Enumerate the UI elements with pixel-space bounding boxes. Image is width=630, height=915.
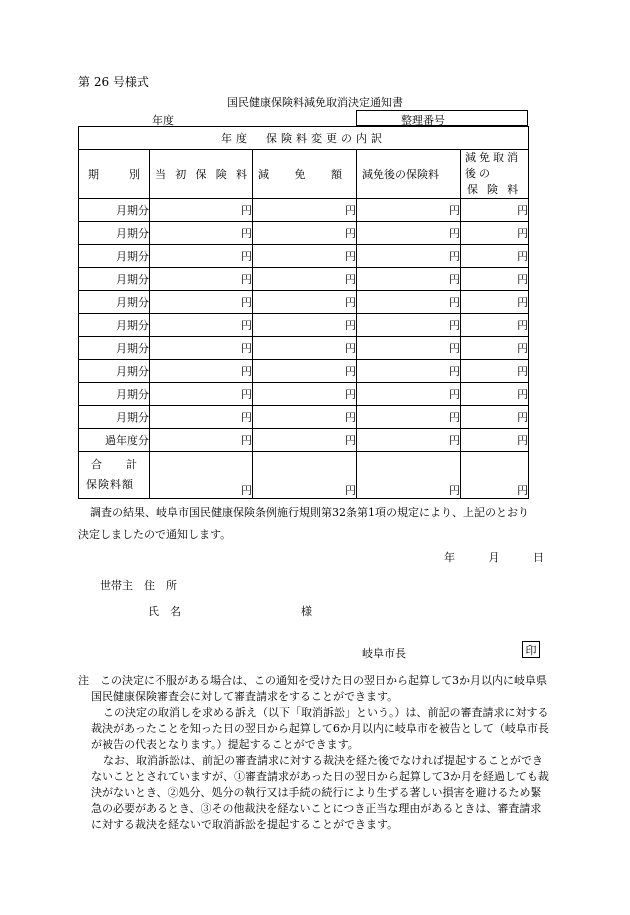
table-row [79,291,529,314]
table-row [79,406,529,429]
header-after-reduction [357,150,461,199]
form-number: 第 26 号様式 [78,75,149,89]
row-after-cancel-yen: 円 [461,268,529,291]
header-char: 険 [215,168,227,181]
table-row [79,429,529,452]
row-initial-yen: 円 [150,429,253,452]
row-after-cancel-yen: 円 [461,314,529,337]
row-after-cancel-yen: 円 [461,406,529,429]
header-char: 険 [487,183,499,196]
header-char: 料 [236,168,247,181]
header-char: 保 [467,183,478,196]
header-reduction-amount [253,150,357,199]
row-period-label: 月期分 [79,268,150,291]
table-header-row [79,150,529,199]
row-period-label: 月期分 [79,406,150,429]
total-label-char: 合 [91,458,102,471]
row-period-label: 月期分 [79,360,150,383]
header-after-cancellation [461,150,529,199]
header-period [79,150,150,199]
note-lawsuit: この決定の取消しを求める訴え（以下「取消訴訟」という。）は、前記の審査請求に対する裁決があったことを知った日の翌日から起算して6か月以内に岐阜市を被告として（岐阜市長が被告の代表となります。）提起することができます。 [91,706,549,751]
row-initial-yen: 円 [150,245,253,268]
row-after-cancel-yen: 円 [461,360,529,383]
row-after-yen: 円 [357,314,461,337]
row-initial-yen: 円 [150,314,253,337]
reference-number-box [356,110,528,126]
fiscal-year-label: 年度 [152,114,174,127]
date-year: 年 [444,551,455,564]
header-char: 減 [258,168,269,181]
row-initial-yen: 円 [150,222,253,245]
row-reduction-yen: 円 [253,406,357,429]
table-row [79,337,529,360]
row-after-cancel-yen: 円 [461,383,529,406]
issuer-mayor: 岐阜市長 [362,647,406,660]
table-row [79,360,529,383]
header-char: 額 [331,168,342,181]
row-after-yen: 円 [357,383,461,406]
row-reduction-yen: 円 [253,245,357,268]
row-initial-yen: 円 [150,199,253,222]
table-row [79,314,529,337]
row-period-label: 過年度分 [79,429,150,452]
note-appeal: 注 この決定に不服がある場合は、この通知を受けた日の翌日から起算して3か月以内に岐阜県国民健康保険審査会に対して審査請求をすることができます。 [78,674,547,703]
row-after-yen: 円 [357,360,461,383]
row-reduction-yen: 円 [253,222,357,245]
row-after-yen: 円 [357,268,461,291]
header-char: 当 [155,168,166,181]
header-after-cancel-line1: 減免取消後の [465,151,521,180]
row-after-cancel-yen: 円 [461,199,529,222]
decision-statement: 調査の結果、岐阜市国民健康保険条例施行規則第32条第1項の規定により、上記のとおり決定しましたので通知します。 [78,506,529,541]
breakdown-banner: 年度 保険料変更の内訳 [79,127,529,150]
row-after-cancel-yen: 円 [461,429,529,452]
total-label-line2: 保険料額 [86,478,134,491]
table-row [79,268,529,291]
row-after-yen: 円 [357,245,461,268]
header-after-reduction-label: 減免後の保険料 [362,168,439,181]
row-period-label: 月期分 [79,337,150,360]
table-row [79,383,529,406]
row-reduction-yen: 円 [253,291,357,314]
row-reduction-yen: 円 [253,314,357,337]
total-reduction-yen: 円 [253,452,357,499]
row-after-yen: 円 [357,222,461,245]
row-initial-yen: 円 [150,383,253,406]
row-after-yen: 円 [357,199,461,222]
row-period-label: 月期分 [79,245,150,268]
row-initial-yen: 円 [150,291,253,314]
row-after-yen: 円 [357,429,461,452]
row-period-label: 月期分 [79,314,150,337]
row-period-label: 月期分 [79,383,150,406]
document-title: 国民健康保険料減免取消決定通知書 [227,96,403,109]
header-char: 保 [195,168,207,181]
row-reduction-yen: 円 [253,337,357,360]
total-label-char: 計 [126,458,137,471]
header-char: 初 [175,168,187,181]
row-period-label: 月期分 [79,291,150,314]
header-initial-premium [150,150,253,199]
note-exceptions: なお、取消訴訟は、前記の審査請求に対する裁決を経た後でなければ提起することができないこととされていますが、①審査請求があった日の翌日から起算して3か月を経過しても裁決がないとき、②処分、処分の執行又は手続の続行により生ずる著しい損害を避けるため緊急の必要があるとき、③その他裁決を経ないことにつき正当な理由があるときは、審査請求に対する裁決を経ないで取消訴訟を提起することができます。 [91,754,549,831]
table-row [79,199,529,222]
header-char: 料 [507,183,519,196]
row-initial-yen: 円 [150,406,253,429]
header-period-char: 別 [129,168,140,181]
table-body [79,199,529,452]
row-period-label: 月期分 [79,222,150,245]
date-day: 日 [533,551,544,564]
official-seal: 印 [522,641,540,658]
row-reduction-yen: 円 [253,383,357,406]
row-reduction-yen: 円 [253,360,357,383]
notice-date [444,549,544,565]
notes-section [78,673,550,833]
row-initial-yen: 円 [150,360,253,383]
row-after-cancel-yen: 円 [461,245,529,268]
date-month: 月 [488,551,500,564]
table-row [79,222,529,245]
row-reduction-yen: 円 [253,429,357,452]
row-after-cancel-yen: 円 [461,222,529,245]
row-after-cancel-yen: 円 [461,291,529,314]
row-after-yen: 円 [357,406,461,429]
premium-breakdown-table [78,126,529,499]
total-after-yen: 円 [357,452,461,499]
total-initial-yen: 円 [150,452,253,499]
row-after-cancel-yen: 円 [461,337,529,360]
row-reduction-yen: 円 [253,199,357,222]
row-initial-yen: 円 [150,268,253,291]
table-row [79,245,529,268]
name-label: 氏 名 [148,605,181,618]
header-period-char: 期 [88,168,99,181]
total-after-cancel-yen: 円 [461,452,529,499]
table-total-row [79,452,529,499]
row-reduction-yen: 円 [253,268,357,291]
honorific: 様 [301,605,312,618]
reference-number-label: 整理番号 [401,114,445,127]
row-after-yen: 円 [357,337,461,360]
row-period-label: 月期分 [79,199,150,222]
total-label-cell [79,452,150,499]
row-initial-yen: 円 [150,337,253,360]
row-after-yen: 円 [357,291,461,314]
householder-address-label: 世帯主 住 所 [100,579,177,592]
header-char: 免 [294,168,306,181]
